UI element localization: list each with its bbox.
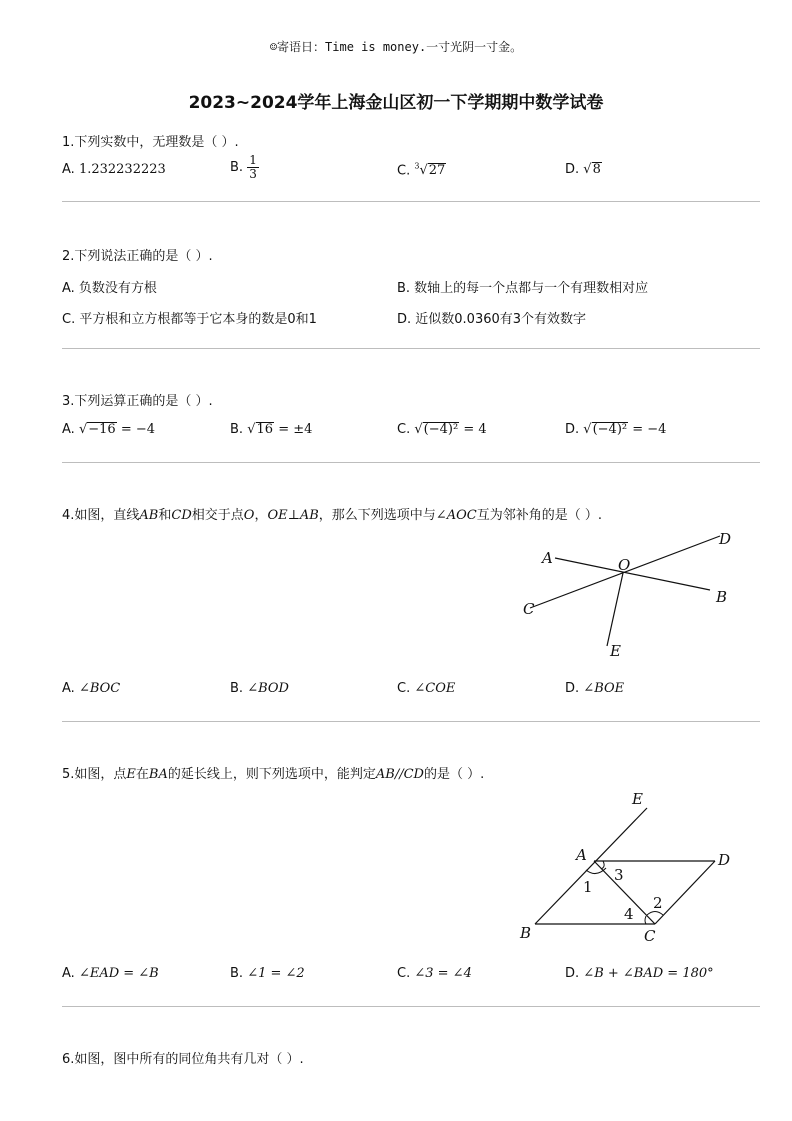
divider	[62, 1006, 760, 1007]
stem-text: 在	[135, 767, 149, 782]
q5-figure	[510, 788, 750, 948]
fraction-denominator: 3	[249, 167, 257, 181]
divider	[62, 462, 760, 463]
option-value: ∠COE	[414, 681, 456, 696]
q4-option-c	[397, 681, 455, 696]
radicand: 8	[592, 162, 601, 177]
option-value: ∠BOD	[247, 681, 289, 696]
math-ab: AB	[139, 508, 159, 523]
option-label: C.	[397, 966, 411, 981]
divider	[62, 721, 760, 722]
label-d: D	[719, 530, 732, 548]
stem-text: ，那么下列选项中与	[318, 508, 436, 523]
math-angle-aoc: ∠AOC	[435, 508, 477, 523]
page-title: 2023~2024学年上海金山区初一下学期期中数学试卷	[188, 93, 604, 113]
label-b: B	[716, 588, 728, 606]
q5-option-c	[397, 966, 472, 981]
q5-option-d	[565, 966, 714, 981]
math-ba: BA	[148, 767, 168, 782]
option-value: ∠B + ∠BAD = 180°	[583, 966, 714, 981]
question-3-stem: 3.下列运算正确的是（ ）.	[62, 394, 213, 409]
stem-text: ，	[254, 508, 268, 523]
option-label: A.	[62, 681, 75, 696]
stem-text: 相交于点	[191, 508, 244, 523]
option-label: C.	[397, 163, 411, 179]
question-4-stem	[62, 504, 602, 523]
question-1-stem: 1.下列实数中，无理数是（ ）.	[62, 135, 239, 150]
motto: ☺寄语日：Time is money.一寸光阴一寸金。	[269, 40, 523, 54]
label-c: C	[644, 927, 656, 945]
label-angle-4: 4	[624, 905, 634, 923]
segment-cd	[655, 861, 715, 924]
radicand: −16	[88, 422, 116, 437]
label-c: C	[523, 600, 535, 618]
divider	[62, 201, 760, 202]
label-a: A	[542, 549, 553, 567]
q2-option-a: A. 负数没有方根	[62, 281, 157, 296]
q3-option-b: B. √16 = ±4	[230, 422, 313, 437]
label-e: E	[610, 642, 621, 660]
option-label: B.	[230, 681, 244, 696]
option-label: C.	[397, 681, 411, 696]
label-angle-3: 3	[614, 866, 624, 884]
q3-option-a: A. √−16 = −4	[62, 422, 156, 437]
fraction-numerator: 1	[249, 153, 257, 167]
label-d: D	[718, 851, 731, 869]
angle-4-arc	[645, 916, 646, 924]
label-e: E	[632, 790, 643, 808]
option-label: B.	[230, 966, 244, 981]
divider	[62, 348, 760, 349]
option-label: A.	[62, 422, 75, 437]
option-value: ∠BOE	[583, 681, 625, 696]
rhs: = 4	[463, 422, 487, 437]
label-a: A	[576, 846, 587, 864]
math-cd: CD	[171, 508, 192, 523]
rhs: = −4	[632, 422, 667, 437]
option-label: C.	[397, 422, 411, 437]
rhs: = −4	[120, 422, 156, 437]
option-label: D.	[565, 681, 580, 696]
line-ab	[555, 558, 710, 590]
radicand: (−4)²	[423, 422, 459, 437]
stem-text: 和	[158, 508, 172, 523]
radicand: 27	[428, 163, 446, 179]
q5-option-b	[230, 966, 305, 981]
fraction	[247, 154, 259, 181]
label-o: O	[618, 556, 631, 574]
question-2-stem: 2.下列说法正确的是（ ）.	[62, 249, 213, 264]
q3-option-c: C. √(−4)² = 4	[397, 422, 487, 437]
option-label: B.	[230, 422, 244, 437]
option-value: ∠1 = ∠2	[247, 966, 305, 981]
question-5-stem	[62, 763, 484, 782]
math-oe-perp-ab: OE⊥AB	[267, 508, 319, 523]
q1-option-b	[230, 154, 259, 181]
q4-option-b	[230, 681, 289, 696]
q1-option-c: C. $^3$√27	[397, 162, 446, 179]
q2-option-d: D. 近似数0.0360有3个有效数字	[397, 312, 587, 327]
option-value: ∠3 = ∠4	[414, 966, 472, 981]
option-label: D.	[565, 422, 580, 437]
stem-text: 互为邻补角的是（ ）.	[476, 508, 602, 523]
option-label: A.	[62, 162, 75, 177]
q3-option-d: D. √(−4)² = −4	[565, 422, 667, 437]
label-angle-2: 2	[653, 894, 663, 912]
q1-option-d: D. √8	[565, 162, 601, 177]
stem-text: 的延长线上，则下列选项中，能判定	[167, 767, 376, 782]
stem-text: 5.如图，点	[62, 767, 127, 782]
math-o: O	[243, 508, 255, 523]
stem-text: 4.如图，直线	[62, 508, 140, 523]
stem-text: 的是（ ）.	[423, 767, 485, 782]
option-label: D.	[565, 162, 580, 177]
q2-option-b: B. 数轴上的每一个点都与一个有理数相对应	[397, 281, 649, 296]
radicand: (−4)²	[592, 422, 628, 437]
angle-2-arc	[647, 912, 663, 916]
root-index: 3	[414, 162, 420, 171]
q1-option-a	[62, 162, 166, 177]
option-label: A.	[62, 966, 75, 981]
label-angle-1: 1	[583, 878, 593, 896]
rhs: = ±4	[278, 422, 313, 437]
math-e: E	[126, 767, 136, 782]
option-label: D.	[565, 966, 580, 981]
radicand: 16	[256, 422, 274, 437]
question-6-stem: 6.如图，图中所有的同位角共有几对（ ）.	[62, 1052, 304, 1067]
option-value: 1.232232223	[78, 162, 166, 177]
label-b: B	[520, 924, 532, 942]
q2-option-c: C. 平方根和立方根都等于它本身的数是0和1	[62, 312, 317, 327]
q4-option-a	[62, 681, 120, 696]
angle-3-arc	[601, 861, 604, 869]
option-value: ∠BOC	[78, 681, 121, 696]
q5-option-a	[62, 966, 159, 981]
ray-oe	[607, 573, 623, 646]
q4-figure	[510, 528, 750, 663]
option-label: B.	[230, 160, 244, 175]
math-ab-parallel-cd: AB//CD	[375, 767, 424, 782]
option-value: ∠EAD = ∠B	[78, 966, 159, 981]
q4-option-d	[565, 681, 624, 696]
